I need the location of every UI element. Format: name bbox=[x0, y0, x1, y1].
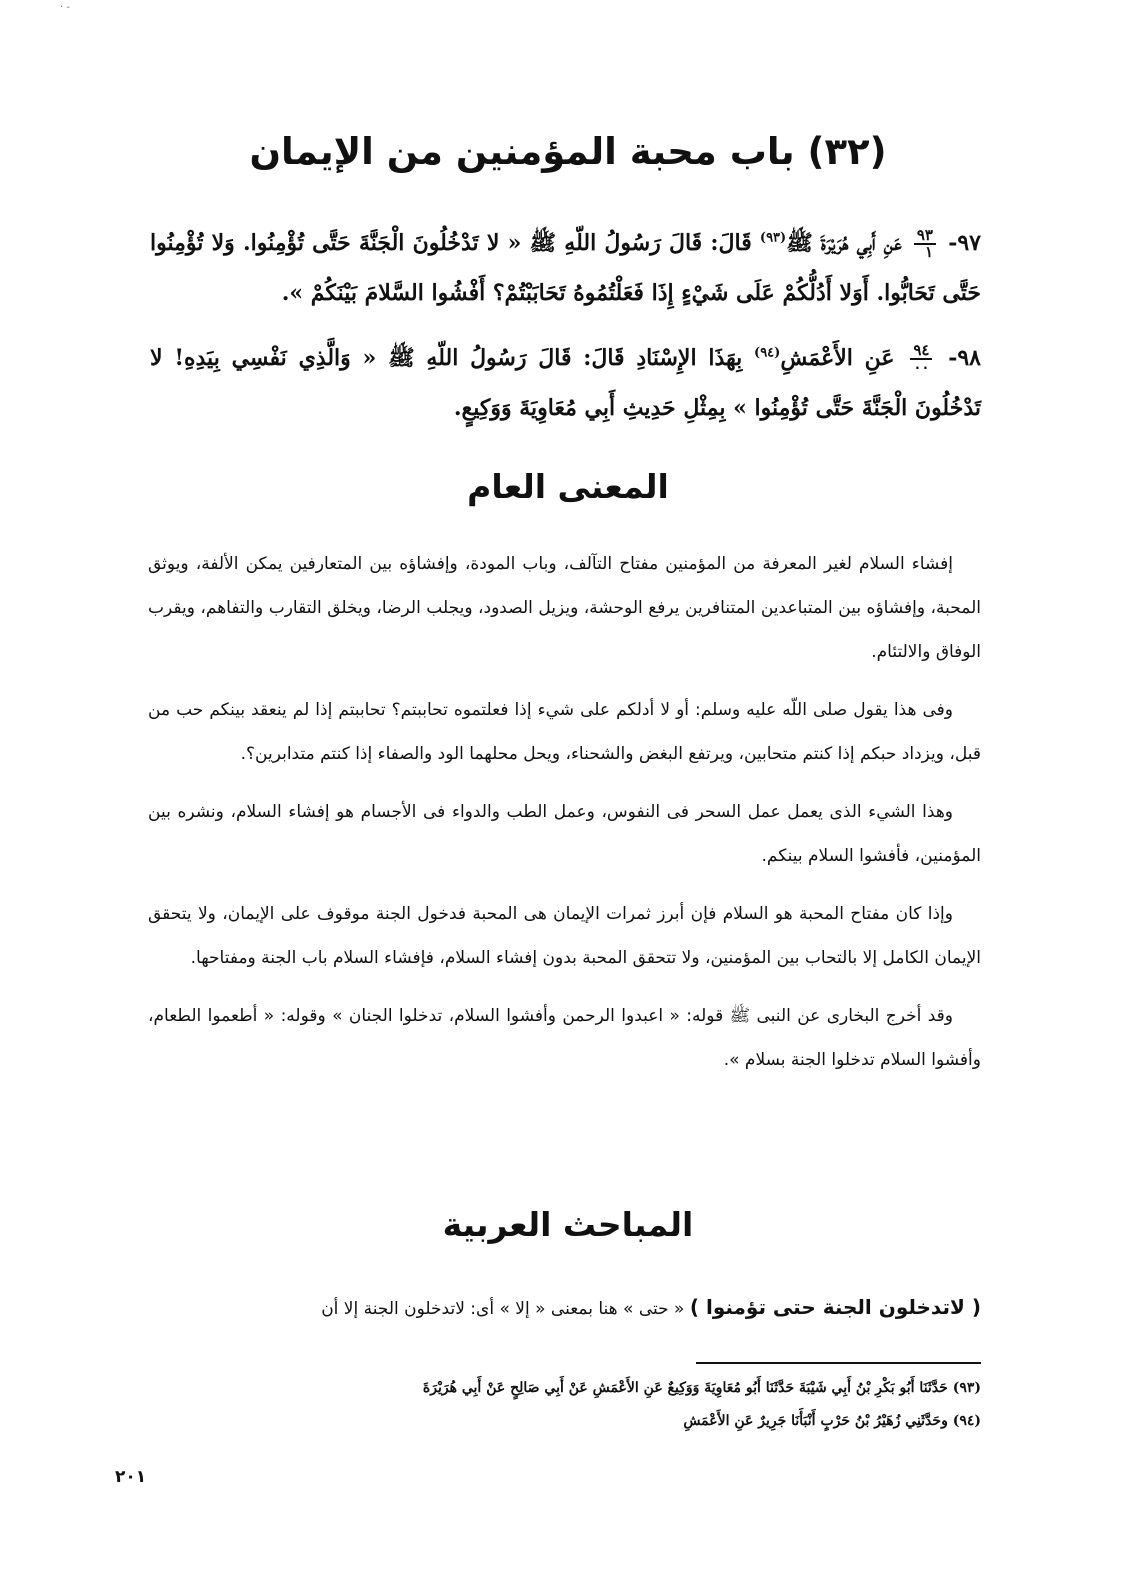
hadith-reference-fraction bbox=[910, 343, 932, 375]
footnote: (٩٤) وحَدَّثَنِي زُهَيْرُ بْنُ حَرْبٍ أَنْبَأَنَا جَرِيرٌ عَنِ الأَعْمَشِ bbox=[683, 1413, 981, 1429]
grammar-term: ( لاتدخلون الجنة حتى تؤمنوا ) bbox=[689, 1295, 981, 1319]
footnote-divider bbox=[696, 1362, 981, 1364]
hadith-text: بِهَذَا الإِسْنَادِ قَالَ: قَالَ رَسُولُ اللّهِ ﷺ « وَالَّذِي نَفْسِي بِيَدِهِ! لا تَدْخُلُونَ الْجَنَّةَ حَتَّى تُؤْمِنُوا » بِمِثْلِ حَدِيثِ أَبِي مُعَاوِيَةَ وَوَكِيعٍ. bbox=[150, 345, 981, 421]
paragraph: وهذا الشيء الذى يعمل عمل السحر فى النفوس، وعمل الطب والدواء فى الأجسام هو إفشاء السلام، ونشره بين المؤمنين، فأفشوا السلام بينكم. bbox=[148, 802, 981, 866]
hadith-number: ٩٨- bbox=[948, 345, 981, 371]
hadith-reference-fraction bbox=[914, 228, 936, 260]
page-number: ٢٠١ bbox=[115, 1467, 147, 1487]
fraction-numerator: ٩٤ bbox=[910, 343, 932, 360]
chapter-title: (٣٢) باب محبة المؤمنين من الإيمان bbox=[249, 130, 887, 173]
section-title-grammar: المباحث العربية bbox=[442, 1205, 694, 1244]
grammar-entry bbox=[148, 1285, 981, 1331]
hadith-text: قَالَ: قَالَ رَسُولُ اللّهِ ﷺ « لا تَدْخُلُونَ الْجَنَّةَ حَتَّى تُؤْمِنُوا. وَلا تُؤْمِنُوا حَتَّى تَحَابُّوا. أَوَلا أَدُلُّكُمْ عَلَى شَيْءٍ إِذَا فَعَلْتُمُوهُ تَحَابَبْتُمْ؟ أَفْشُوا السَّلامَ بَيْنَكُمْ ». bbox=[150, 230, 981, 306]
scan-mark: - · bbox=[60, 2, 70, 13]
fraction-denominator: ١ bbox=[924, 243, 933, 261]
hadith-narrator: عَنِ الأَعْمَشِ bbox=[780, 345, 895, 371]
section-title-general-meaning: المعنى العام bbox=[467, 467, 669, 506]
paragraph: وإذا كان مفتاح المحبة هو السلام فإن أبرز ثمرات الإيمان هى المحبة فدخول الجنة موقوف على الإيمان، ولا يتحقق الإيمان الكامل إلا بالتحاب بين المؤمنين، ولا تتحقق المحبة بدون إفشاء السلام، فإفشاء السلام باب الجنة ومفتاحها. bbox=[148, 904, 981, 968]
grammar-explanation: « حتى » هنا بمعنى « إلا » أى: لاتدخلون الجنة إلا أن bbox=[321, 1299, 685, 1319]
footnotes bbox=[150, 1372, 981, 1438]
hadith-narrator: عَنِ أَبِي هُرَيْرَةَ ﷺ bbox=[786, 230, 902, 256]
footnote: (٩٣) حَدَّثَنَا أَبُو بَكْرِ بْنُ أَبِي شَيْبَةَ حَدَّثَنَا أَبُو مُعَاوِيَةَ وَوَكِيعٌ عَنِ الأَعْمَشِ عَنْ أَبِي صَالِحٍ عَنْ أَبِي هُرَيْرَةَ bbox=[422, 1380, 981, 1396]
paragraph: وقد أخرج البخارى عن النبى ﷺ قوله: « اعبدوا الرحمن وأفشوا السلام، تدخلوا الجنان » وقوله: « أطعموا الطعام، وأفشوا السلام تدخلوا الجنة بسلام ». bbox=[148, 1006, 981, 1070]
hadith-number: ٩٧- bbox=[948, 230, 981, 256]
footnote-marker: (٩٤) bbox=[754, 345, 781, 361]
general-meaning-body bbox=[148, 542, 981, 1096]
paragraph: وفى هذا يقول صلى اللّه عليه وسلم: أو لا أدلكم على شيء إذا فعلتموه تحاببتم؟ تحاببتم إذا لم ينعقد بينكم حب من قبل، ويزداد حبكم إذا كنتم متحابين، ويرتفع البغض والشحناء، ويحل محلهما الود والصفاء إذا كنتم متدابرين؟. bbox=[148, 700, 981, 764]
hadith-98 bbox=[150, 333, 981, 433]
hadith-97 bbox=[150, 218, 981, 318]
paragraph: إفشاء السلام لغير المعرفة من المؤمنين مفتاح التآلف، وباب المودة، وإفشاؤه بين المتعارفين يمكن الألفة، ويوثق المحبة، وإفشاؤه بين المتباعدين المتنافرين يرفع الوحشة، ويزيل الصدود، ويجلب الرضا، ويخلق التقارب والتفاهم، ويقرب الوفاق والالتئام. bbox=[148, 554, 981, 662]
fraction-denominator: ٠٠ bbox=[913, 358, 930, 376]
fraction-numerator: ٩٣ bbox=[914, 228, 936, 245]
footnote-marker: (٩٣) bbox=[759, 230, 787, 246]
